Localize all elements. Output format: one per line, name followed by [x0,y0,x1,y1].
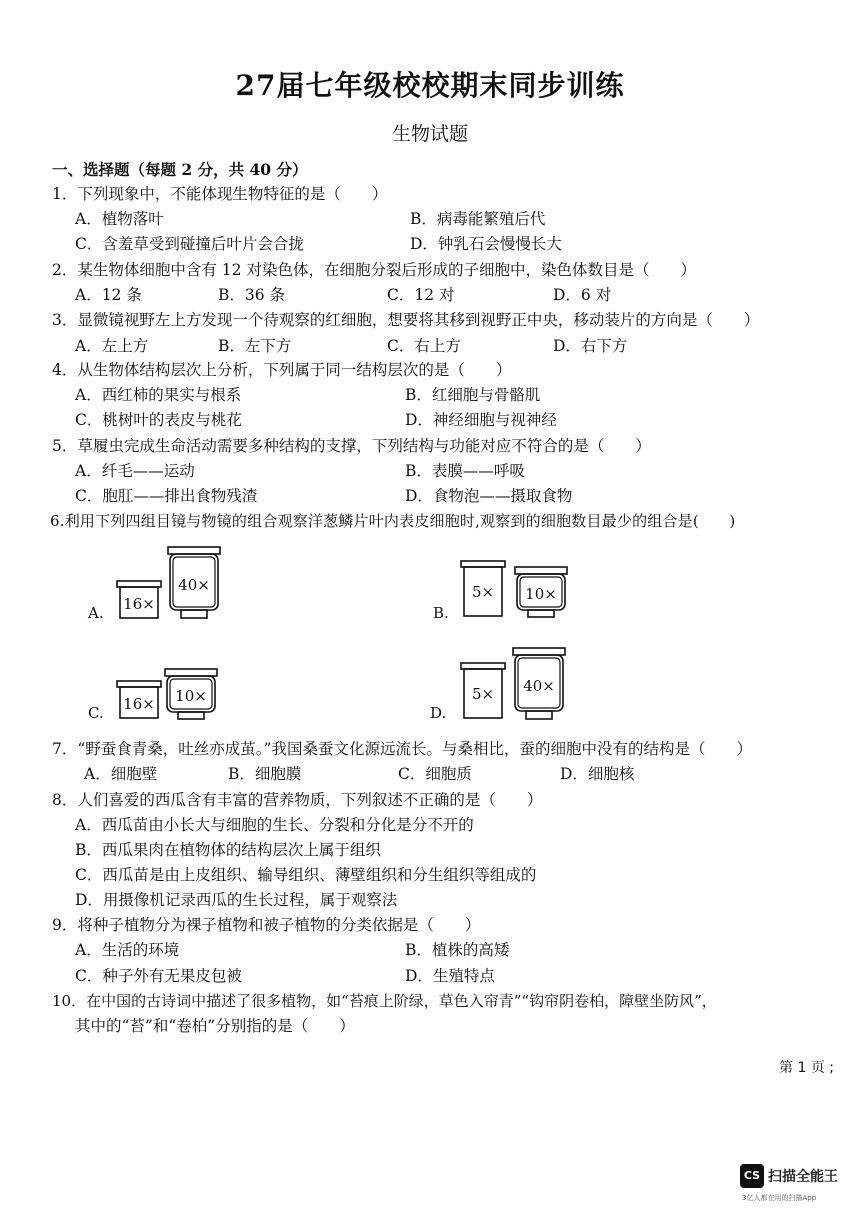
question-10-stem: 10．在中国的古诗词中描述了很多植物，如“苔痕上阶绿，草色入帘青”“钩帘阴卷柏，障壁坐防风”， [52,992,717,1010]
page-number: 第 1 页 ; [779,1060,834,1076]
question-5-stem: 5．草履虫完成生命活动需要多种结构的支撑，下列结构与功能对应不符合的是（ ） [52,437,651,455]
eyepiece-a-icon [116,580,162,620]
question-2-stem: 2．某生物体细胞中含有 12 对染色体，在细胞分裂后形成的子细胞中，染色体数目是（ ） [52,261,696,279]
question-1-option-a: A．植物落叶 [75,210,164,228]
question-2-option-d: D．6 对 [553,286,612,304]
question-8-option-c: C．西瓜苗是由上皮组织、输导组织、薄壁组织和分生组织等组成的 [75,866,537,884]
eyepiece-d-magnification: 5× [471,685,495,703]
objective-b-magnification: 10× [525,585,557,603]
question-7-option-c: C．细胞质 [398,765,472,783]
question-1-option-c: C．含羞草受到碰撞后叶片会合拢 [75,235,304,253]
section-heading: 一、选择题（每题 2 分，共 40 分） [52,160,308,179]
question-8-option-a: A．西瓜苗由小长大与细胞的生长、分裂和分化是分不开的 [75,816,474,834]
eyepiece-c-icon [116,680,162,720]
objective-d-magnification: 40× [523,677,555,695]
question-7-stem: 7．“野蚕食青桑，吐丝亦成茧。”我国桑蚕文化源远流长。与桑相比，蚕的细胞中没有的结构是（ ） [52,740,752,758]
question-9-option-d: D．生殖特点 [405,967,495,985]
question-9-option-a: A．生活的环境 [75,941,180,959]
objective-d-icon [512,647,566,721]
diagram-option-b-label: B. [433,604,449,622]
question-3-option-b: B．左下方 [218,337,292,355]
question-4-option-d: D．神经细胞与视神经 [405,411,557,429]
diagram-option-a-label: A. [88,604,104,622]
question-5-option-d: D．食物泡——摄取食物 [405,487,573,505]
question-10-stem-continued: 其中的“苔”和“卷柏”分别指的是（ ） [75,1017,355,1035]
question-2-option-c: C．12 对 [387,286,455,304]
question-4-option-c: C．桃树叶的表皮与桃花 [75,411,242,429]
eyepiece-b-magnification: 5× [471,583,495,601]
question-8-option-b: B．西瓜果肉在植物体的结构层次上属于组织 [75,841,381,859]
question-5-option-b: B．表膜——呼吸 [405,462,525,480]
question-1-option-d: D．钟乳石会慢慢长大 [410,235,562,253]
question-7-option-b: B．细胞膜 [228,765,302,783]
objective-b-icon [514,566,568,618]
objective-a-icon [167,546,221,620]
question-1-stem: 1．下列现象中，不能体现生物特征的是（ ） [52,185,388,203]
question-4-option-b: B．红细胞与骨骼肌 [405,386,541,404]
objective-a-magnification: 40× [178,576,210,594]
question-4-option-a: A．西红柿的果实与根系 [75,386,242,404]
diagram-option-d-label: D. [430,704,447,722]
diagram-option-c-label: C. [88,704,104,722]
objective-c-magnification: 10× [175,687,207,705]
question-9-option-b: B．植株的高矮 [405,941,510,959]
question-6-stem: 6.利用下列四组目镜与物镜的组合观察洋葱鳞片叶内表皮细胞时,观察到的细胞数目最少的组合是( ) [50,512,736,530]
page-title: 27届七年级校校期末同步训练 [235,69,625,102]
question-5-option-c: C．胞肛——排出食物残渣 [75,487,258,505]
question-9-option-c: C．种子外有无果皮包被 [75,967,242,985]
question-1-option-b: B．病毒能繁殖后代 [410,210,546,228]
eyepiece-b-icon [460,560,506,618]
question-4-stem: 4．从生物体结构层次上分析，下列属于同一结构层次的是（ ） [52,361,512,379]
scanner-logo-icon: CS [740,1164,764,1188]
scanner-tagline: 3亿人都在用的扫描App [742,1194,817,1202]
page-subtitle: 生物试题 [391,123,468,145]
question-9-stem: 9．将种子植物分为裸子植物和被子植物的分类依据是（ ） [52,916,481,934]
question-3-option-c: C．右上方 [387,337,461,355]
eyepiece-a-magnification: 16× [123,595,155,613]
question-5-option-a: A．纤毛——运动 [75,462,195,480]
question-8-option-d: D．用摄像机记录西瓜的生长过程，属于观察法 [75,891,398,909]
eyepiece-c-magnification: 16× [123,695,155,713]
scanner-app-name: 扫描全能王 [768,1169,838,1185]
eyepiece-d-icon [460,662,506,720]
question-3-option-d: D．右下方 [553,337,628,355]
question-8-stem: 8．人们喜爱的西瓜含有丰富的营养物质，下列叙述不正确的是（ ） [52,791,543,809]
question-3-option-a: A．左上方 [75,337,149,355]
question-7-option-d: D．细胞核 [560,765,635,783]
objective-c-icon [164,668,218,720]
question-7-option-a: A．细胞壁 [84,765,158,783]
question-2-option-a: A．12 条 [75,286,142,304]
question-2-option-b: B．36 条 [218,286,286,304]
question-3-stem: 3．显微镜视野左上方发现一个待观察的红细胞，想要将其移到视野正中央，移动装片的方向是（ ） [52,311,760,329]
